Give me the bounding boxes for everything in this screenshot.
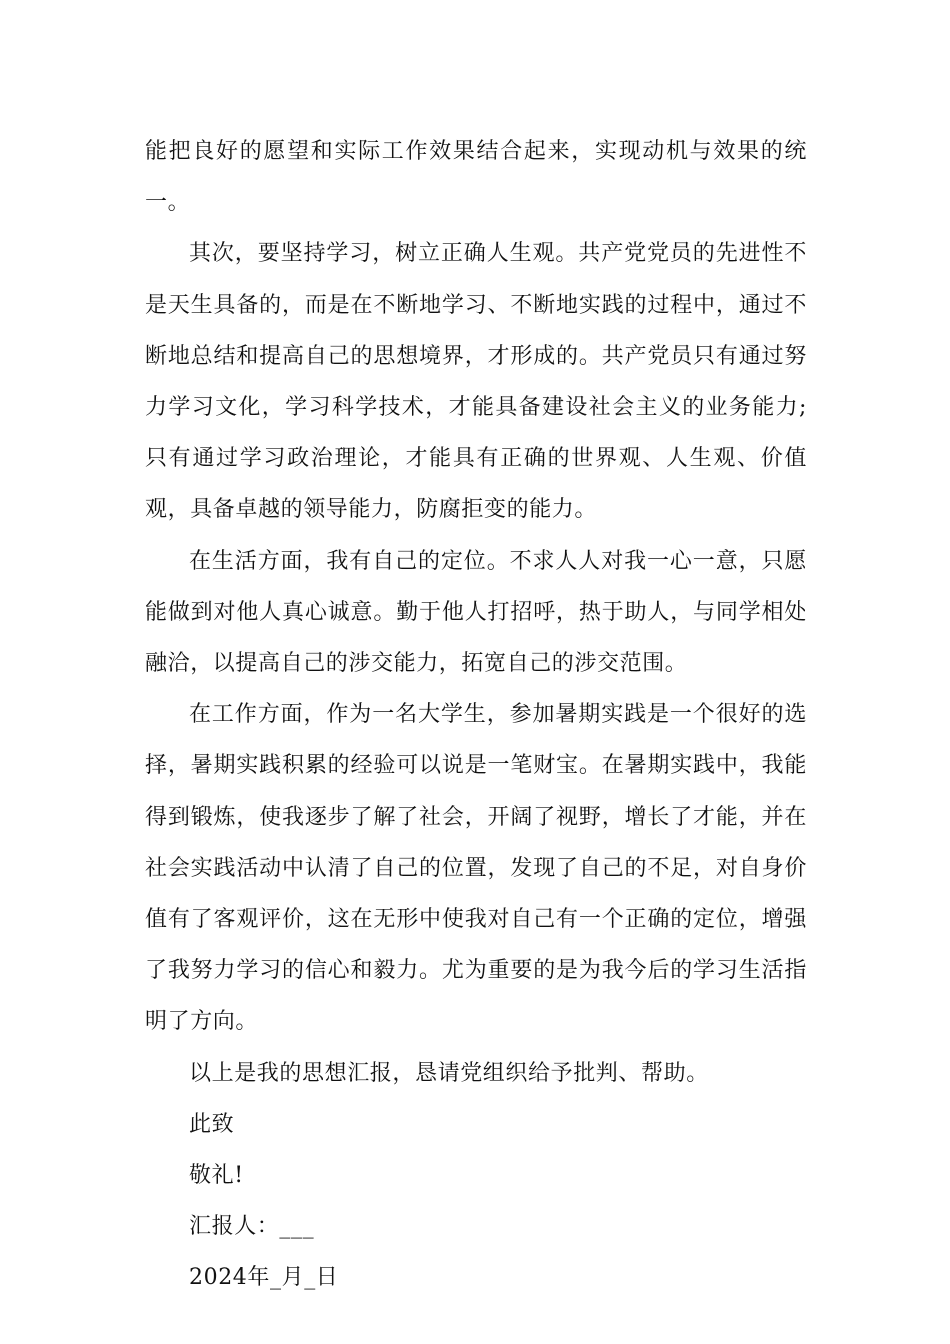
document-body bbox=[145, 126, 807, 1304]
paragraph-life: 在生活方面，我有自己的定位。不求人人对我一心一意，只愿能做到对他人真心诚意。勤于他人打招呼，热于助人，与同学相处融洽，以提高自己的涉交能力，拓宽自己的涉交范围。 bbox=[145, 548, 807, 677]
report-date: 2024年_月_日 bbox=[189, 1265, 339, 1291]
paragraph-intro-end: 能把良好的愿望和实际工作效果结合起来，实现动机与效果的统一。 bbox=[145, 139, 807, 216]
closing-summary: 以上是我的思想汇报，恳请党组织给予批判、帮助。 bbox=[189, 1060, 709, 1086]
paragraph-work: 在工作方面，作为一名大学生，参加暑期实践是一个很好的选择，暑期实践积累的经验可以说是一笔财宝。在暑期实践中，我能得到锻炼，使我逐步了解了社会，开阔了视野，增长了才能，并在社会实践活动中认清了自己的位置，发现了自己的不足，对自身价值有了客观评价，这在无形中使我对自己有一个正确的定位，增强了我努力学习的信心和毅力。尤为重要的是为我今后的学习生活指明了方向。 bbox=[145, 702, 807, 1035]
closing-regards: 敬礼! bbox=[189, 1163, 244, 1189]
closing-salutation: 此致 bbox=[189, 1111, 235, 1137]
reporter-signature: 汇报人：___ bbox=[189, 1214, 315, 1240]
paragraph-study: 其次，要坚持学习，树立正确人生观。共产党党员的先进性不是天生具备的，而是在不断地学习、不断地实践的过程中，通过不断地总结和提高自己的思想境界，才形成的。共产党员只有通过努力学习文化，学习科学技术，才能具备建设社会主义的业务能力;只有通过学习政治理论，才能具有正确的世界观、人生观、价值观，具备卓越的领导能力，防腐拒变的能力。 bbox=[145, 241, 807, 523]
